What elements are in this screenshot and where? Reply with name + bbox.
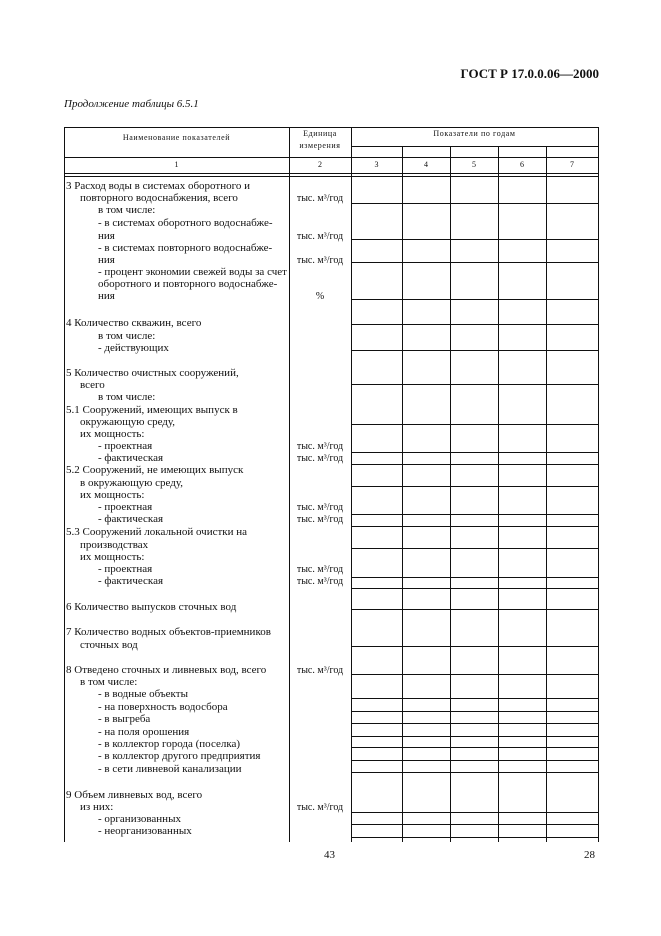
indicator-line: - на поля орошения: [98, 726, 190, 738]
indicator-line: 5 Количество очистных сооружений,: [66, 367, 239, 379]
indicator-line: - действующих: [98, 342, 169, 354]
header-unit-line1: Единица: [303, 129, 337, 138]
year-cell-rule: [351, 609, 599, 610]
indicator-line: - в коллектор другого предприятия: [98, 750, 261, 762]
indicator-line: - в водные объекты: [98, 688, 188, 700]
table-column-rule: [498, 146, 499, 842]
unit-cell: тыс. м³/год: [296, 502, 344, 513]
header-name: Наименование показателей: [122, 133, 231, 142]
year-cell-rule: [351, 747, 599, 748]
year-cell-rule: [351, 299, 599, 300]
unit-cell: тыс. м³/год: [296, 441, 344, 452]
unit-cell: тыс. м³/год: [296, 802, 344, 813]
year-cell-rule: [351, 723, 599, 724]
unit-cell: %: [315, 291, 325, 302]
year-cell-rule: [351, 812, 599, 813]
unit-cell: тыс. м³/год: [296, 576, 344, 587]
year-cell-rule: [351, 464, 599, 465]
indicator-line: 4 Количество скважин, всего: [66, 317, 202, 329]
indicator-line: их мощность:: [80, 489, 145, 501]
indicator-line: 9 Объем ливневых вод, всего: [66, 789, 203, 801]
document-code: ГОСТ Р 17.0.0.06—2000: [460, 66, 599, 81]
indicator-line: в том числе:: [98, 391, 156, 403]
year-cell-rule: [351, 548, 599, 549]
header-years: Показатели по годам: [433, 129, 516, 138]
year-cell-rule: [351, 452, 599, 453]
indicator-line: - проектная: [98, 563, 153, 575]
table-column-rule: [450, 146, 451, 842]
unit-cell: тыс. м³/год: [296, 193, 344, 204]
indicator-line: - в сети ливневой канализации: [98, 763, 242, 775]
indicator-line: 6 Количество выпусков сточных вод: [66, 601, 237, 613]
indicator-line: в окружающую среду,: [80, 477, 184, 489]
table-column-rule: [64, 127, 65, 842]
indicator-line: - проектная: [98, 440, 153, 452]
indicator-line: в том числе:: [80, 676, 138, 688]
indicator-line: 5.3 Сооружений локальной очистки на: [66, 526, 248, 538]
sheet-number: 28: [584, 849, 595, 861]
year-cell-rule: [351, 384, 599, 385]
unit-cell: тыс. м³/год: [296, 665, 344, 676]
indicator-line: повторного водоснабжения, всего: [80, 192, 238, 204]
indicator-line: в том числе:: [98, 330, 156, 342]
unit-cell: тыс. м³/год: [296, 255, 344, 266]
year-cell-rule: [351, 674, 599, 675]
table-top-border: [64, 127, 599, 128]
indicator-line: - фактическая: [98, 575, 164, 587]
indicator-line: их мощность:: [80, 428, 145, 440]
year-cell-rule: [351, 824, 599, 825]
year-cell-rule: [351, 486, 599, 487]
column-number-1: 1: [174, 160, 179, 169]
years-subheader-rule: [351, 146, 599, 147]
indicator-line: в том числе:: [98, 204, 156, 216]
indicator-line: производствах: [80, 539, 149, 551]
year-cell-rule: [351, 324, 599, 325]
indicator-line: ния: [98, 254, 115, 266]
indicator-line: - в коллектор города (поселка): [98, 738, 241, 750]
indicator-line: из них:: [80, 801, 114, 813]
indicator-line: 5.2 Сооружений, не имеющих выпуск: [66, 464, 244, 476]
column-number-4: 4: [424, 160, 428, 169]
year-cell-rule: [351, 239, 599, 240]
column-number-5: 5: [472, 160, 476, 169]
indicator-line: окружающую среду,: [80, 416, 176, 428]
year-cell-rule: [351, 514, 599, 515]
table-column-rule: [598, 127, 599, 842]
table-rule: [64, 173, 599, 174]
year-cell-rule: [351, 772, 599, 773]
indicator-line: ния: [98, 230, 115, 242]
indicator-line: - организованных: [98, 813, 181, 825]
table-continuation-caption: Продолжение таблицы 6.5.1: [64, 98, 199, 110]
year-cell-rule: [351, 350, 599, 351]
year-cell-rule: [351, 424, 599, 425]
year-cell-rule: [351, 203, 599, 204]
column-number-3: 3: [374, 160, 379, 169]
indicator-line: - процент экономии свежей воды за счет: [98, 266, 287, 278]
indicator-line: - фактическая: [98, 513, 164, 525]
column-number-6: 6: [520, 160, 524, 169]
column-number-2: 2: [318, 160, 322, 169]
indicator-line: - на поверхность водосбора: [98, 701, 228, 713]
year-cell-rule: [351, 760, 599, 761]
indicator-line: оборотного и повторного водоснабже-: [98, 278, 278, 290]
table-column-rule: [546, 146, 547, 842]
year-cell-rule: [351, 698, 599, 699]
unit-cell: тыс. м³/год: [296, 453, 344, 464]
table-column-rule: [402, 146, 403, 842]
indicator-line: - в выгреба: [98, 713, 151, 725]
year-cell-rule: [351, 588, 599, 589]
unit-cell: тыс. м³/год: [296, 231, 344, 242]
indicator-line: 5.1 Сооружений, имеющих выпуск в: [66, 404, 238, 416]
year-cell-rule: [351, 526, 599, 527]
indicator-line: ния: [98, 290, 115, 302]
year-cell-rule: [351, 646, 599, 647]
indicator-line: - проектная: [98, 501, 153, 513]
unit-cell: тыс. м³/год: [296, 564, 344, 575]
year-cell-rule: [351, 837, 599, 838]
indicator-line: - неорганизованных: [98, 825, 192, 837]
indicator-line: - фактическая: [98, 452, 164, 464]
indicator-line: 8 Отведено сточных и ливневых вод, всего: [66, 664, 267, 676]
page-number: 43: [324, 849, 335, 861]
header-unit-line2: измерения: [299, 141, 341, 150]
table-column-rule: [351, 127, 352, 842]
indicator-line: 7 Количество водных объектов-приемников: [66, 626, 271, 638]
indicator-line: их мощность:: [80, 551, 145, 563]
year-cell-rule: [351, 577, 599, 578]
table-rule: [64, 157, 599, 158]
column-number-7: 7: [570, 160, 574, 169]
indicator-line: 3 Расход воды в системах оборотного и: [66, 180, 250, 192]
unit-cell: тыс. м³/год: [296, 514, 344, 525]
year-cell-rule: [351, 711, 599, 712]
indicator-line: всего: [80, 379, 105, 391]
indicator-line: сточных вод: [80, 639, 138, 651]
year-cell-rule: [351, 736, 599, 737]
indicator-line: - в системах повторного водоснабже-: [98, 242, 273, 254]
table-rule: [64, 176, 599, 177]
year-cell-rule: [351, 262, 599, 263]
indicator-line: - в системах оборотного водоснабже-: [98, 217, 273, 229]
